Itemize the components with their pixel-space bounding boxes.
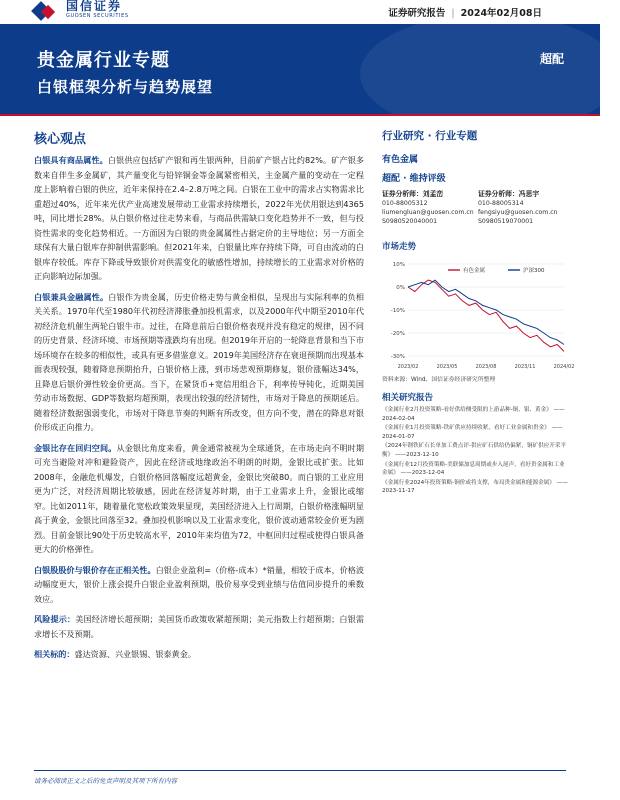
x-tick-label: 2023/05 (436, 364, 458, 370)
body-paragraph (34, 647, 364, 662)
section-title: 核心观点 (34, 132, 87, 147)
footer-disclaimer: 请务必阅读正文之后的免责声明及其项下所有内容 (34, 777, 177, 785)
y-tick-label: -10% (390, 308, 405, 314)
x-tick-label: 2023/02 (397, 364, 419, 370)
paragraph-lead: 白银具有商品属性。 (34, 155, 108, 165)
logo-mark-icon (34, 1, 60, 19)
report-title: 贵金属行业专题 (37, 50, 170, 71)
report-subtitle: 白银框架分析与趋势展望 (37, 78, 214, 96)
paragraph-list (34, 153, 364, 662)
title-banner (0, 24, 600, 114)
related-report-item[interactable]: 《金属行业12月投资策略-美联储加息周期或步入尾声，看好贵金属和工业金属》 ——2023-12-04 (382, 461, 565, 477)
body-paragraph (34, 290, 364, 435)
related-reports-list (382, 406, 568, 496)
market-trend-chart (382, 256, 575, 372)
x-tick-label: 2023/11 (514, 364, 536, 370)
paragraph-body: 白银企业盈利=（价格-成本）*销量，相较于成本，价格波动幅度更大，银价上涨会提升白银企业盈利预期，股价易享受到业绩与估值同步提升的乘数效应。 (34, 564, 364, 604)
paragraph-body: 白银供应包括矿产银和再生银两种，目前矿产银占比约82%。矿产银多数来自伴生多金属矿，其产量变化与铅锌铜金等金属紧密相关，主金属产量的变动在一定程度上影响着白银的供应，近年来保持在2.4–2.8万吨之间。白银在工业中的需求占实物需求比重超过40%，近年来光伏产业高速发展带动工业需求持续增长，2022年光伏用银达到4365吨，同比增长28%。从白银价格过往走势来看，与商品供需缺口变化趋势并不一致，但与投资性需求的变化趋势相近。一方面因为白银的贵金属属性占据定价的主导地位；另一方面全球保有大量白银库存抑制供需影响。但2021年来，白银量比库存持续下降，可自由流动的白银库存较低。库存下降或导致银价对供需变化的敏感性增加，持续增长的工业需求对价格的正向影响边际加强。 (34, 155, 364, 281)
paragraph-body: 美国经济增长超预期；美国货币政策收紧超预期；美元指数上行超预期；白银需求增长不及预期。 (34, 614, 364, 639)
y-tick-label: 0% (396, 285, 405, 291)
chart-svg (382, 256, 575, 372)
body-paragraph (34, 441, 364, 557)
related-reports-title: 相关研究报告 (382, 393, 434, 403)
paragraph-body: 从金银比角度来看，黄金通常被视为全球通货，在市场走向不明时期可充当避险对冲和避险资产，因此在经济或地缘政治不明朗的时期，金银比或扩张。比如2008年，金融危机爆发，白银价格回落幅度远超黄金，金银比突破80。而白银的工业应用更为广泛，对经济周期比较敏感，因此在经济复苏时期，由于工业需求上升，金银比或缩窄。比如2011年，随着量化宽松政策效果显现，美国经济进入上行周期，白银价格涨幅明显高于黄金，金银比回落至32。叠加投机影响以及工业需求变化，银价波动通常较金价更为剧烈。目前金银比90处于历史较高水平，2010年来均值为72，中枢回归过程或使得白银具备更大的价格弹性。 (34, 442, 364, 554)
y-tick-label: -20% (390, 331, 405, 337)
company-logo (34, 0, 129, 19)
legend-label: 有色金属 (463, 268, 486, 274)
analyst-license: S0980520040001 (382, 218, 438, 225)
accent-divider (0, 114, 600, 116)
analyst-card (382, 190, 472, 226)
analyst-email[interactable]: fengsiyu@guosen.com.cn (478, 209, 558, 216)
x-tick-label: 2023/08 (475, 364, 497, 370)
logo-name-en: GUOSEN SECURITIES (66, 13, 129, 19)
report-type: 证券研究报告 (388, 8, 446, 19)
paragraph-lead: 金银比存在回归空间。 (34, 442, 117, 453)
analyst-phone: 010-88005312 (382, 200, 428, 207)
related-report-item[interactable]: 《2024年钢铁矿石长单加工费点评-供应矿石供给仍偏紧，铜矿供应开采平衡》 ——2023-12-10 (382, 443, 567, 458)
paragraph-body: 盛达资源、兴业银锡、银泰黄金。 (74, 649, 196, 659)
banner-decoration (360, 14, 620, 134)
rating-label: 超配 · 维持评级 (382, 174, 446, 184)
report-date: 2024年02月08日 (460, 8, 542, 19)
rating-tag: 超配 (539, 52, 564, 66)
industry-label: 行业研究 · 行业专题 (382, 130, 478, 142)
paragraph-lead: 白银兼具金融属性。 (34, 291, 109, 302)
logo-name-cn: 国信证券 (66, 0, 123, 13)
analyst-name: 证券分析师：冯思宇 (478, 190, 540, 198)
analyst-phone: 010-88005314 (478, 200, 524, 207)
analyst-email[interactable]: liumengluan@guosen.com.cn (382, 209, 474, 216)
body-paragraph (34, 153, 364, 284)
analyst-list (382, 190, 568, 226)
series-line-0 (408, 280, 564, 351)
analyst-name: 证券分析师：刘孟峦 (382, 190, 444, 198)
sector-label: 有色金属 (382, 155, 419, 165)
market-trend-title: 市场走势 (382, 242, 417, 252)
y-tick-label: -30% (390, 354, 405, 360)
chart-source: 资料来源：Wind、国信证券经济研究所整理 (382, 377, 496, 383)
x-tick-label: 2024/02 (553, 364, 575, 370)
y-tick-label: 10% (392, 262, 405, 268)
analyst-license: S0980519070001 (478, 218, 534, 225)
core-views-column (34, 128, 364, 668)
related-report-item[interactable]: 《金属行业2月投资策略-看好供给侧受限的上游品种-铜、银、黄金》 ——2024-02-04 (382, 407, 565, 422)
paragraph-body: 白银作为贵金属，历史价格走势与黄金相似，呈现出与实际利率的负相关关系。1970年代至1980年代初经济滞胀叠加投机需求，以及2000年代中期至2010年代初经济危机催生两轮白银牛市。过往，在降息前后白银价格表现并没有稳定的规律，因不同的历史背景、经济环境、市场预期等涨跌均有出现。但2019年开启的一轮降息背景和当下市场环境存在较多的相似性，或具有更多借鉴意义。2019年美国经济存在衰退预期而出现基本面表现较强，随着降息预期抬升，白银价格上涨，到市场悲观预期修复，银价涨幅达34%，且降息后银价弹性较金价更高。当下，在紧货币+宽信用组合下，利率传导钝化，近期美国劳动市场数据、GDP等数据均超预期，表现出较强的经济韧性，市场对于降息的预期延后。随着经济数据强弱变化，市场对于降息节奏的判断有所改变，但方向不变，潜在的降息对银价形成正向推力。 (34, 291, 364, 432)
related-report-item[interactable]: 《金属行业2024年投资策略-铜价或将支撑，布局贵金属和能源金属》 ——2023-11-17 (382, 479, 568, 495)
body-paragraph (34, 612, 364, 641)
analyst-card (478, 190, 568, 226)
paragraph-lead: 风险提示： (34, 614, 76, 624)
body-paragraph (34, 563, 364, 607)
footer-divider (34, 770, 566, 771)
legend-label: 沪深300 (523, 268, 545, 274)
paragraph-lead: 白银股股价与银价存在正相关性。 (34, 564, 156, 575)
sidebar (382, 128, 575, 497)
related-report-item[interactable]: 《金属行业1月投资策略-铁矿供应持续收紧，看好工业金属和贵金》 ——2024-01-07 (382, 425, 563, 440)
meta-separator: | (451, 8, 455, 19)
paragraph-lead: 相关标的： (34, 649, 75, 659)
